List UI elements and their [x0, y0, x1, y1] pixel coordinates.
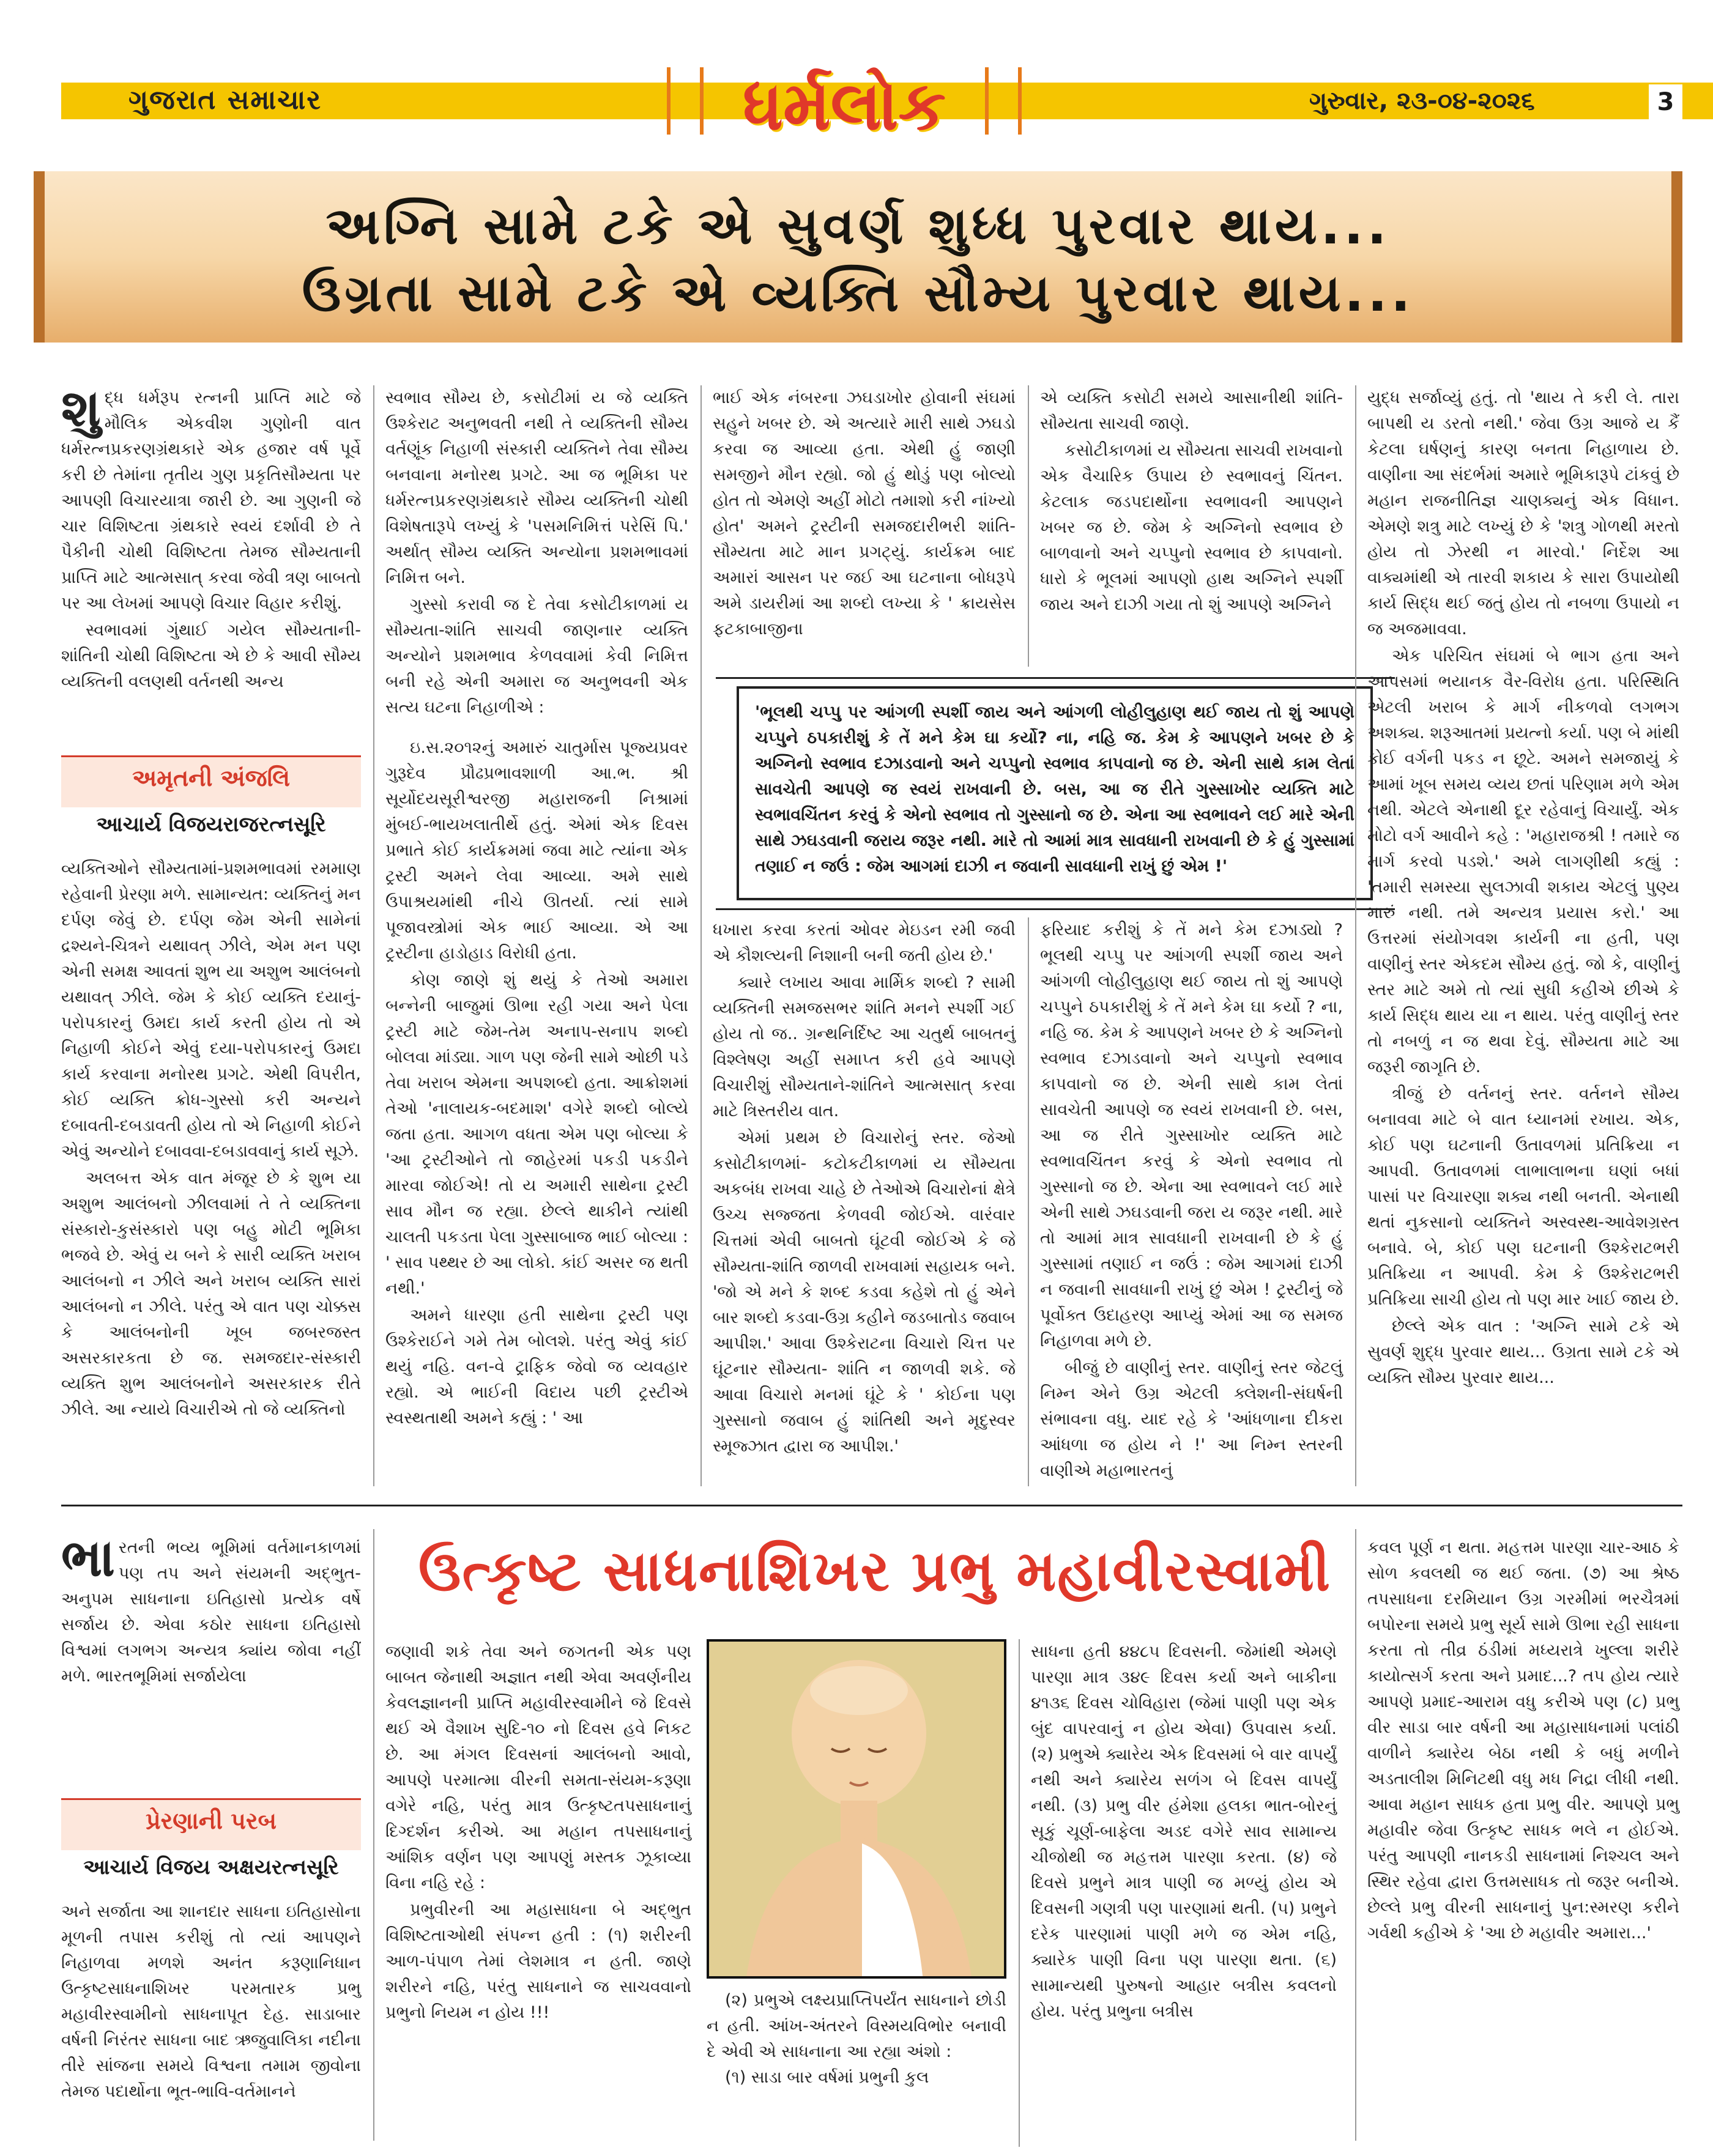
paragraph: (૨) પ્રભુએ લક્ષ્યપ્રાપ્તિપર્યંત સાધનાને છોડી ન હતી. આંખ-અંતરને વિસ્મયવિભોર બનાવી દે એવી એ સાધનાના આ રહ્યા અંશો :	[707, 1991, 1006, 2061]
headline-banner	[34, 171, 1682, 343]
dropcap: ભા	[61, 1528, 115, 1588]
dropcap: શુ	[61, 378, 101, 438]
author-name: આચાર્ય વિજય અક્ષયરત્નસૂરિ	[61, 1850, 361, 1884]
paragraph: ફરિયાદ કરીશું કે તેં મને કેમ દઝાડ્યો ? ભૂલથી ચપ્પુ પર આંગળી સ્પર્શી જાય અને આંગળી લોહીલુહાણ થઈ જાય તો શું આપણે ચપ્પુને ઠપકારીશું કે તેં મને કેમ ઘા કર્યો ? ના, નહિ જ. કેમ કે આપણને ખબર છે કે અગ્નિનો સ્વભાવ દઝાડવાનો અને ચપ્પુનો સ્વભાવ કાપવાનો જ છે. એની સાથે કામ લેતાં સાવચેતી આપણે જ સ્વયં રાખવાની છે. બસ, આ જ રીતે ગુસ્સાખોર વ્યક્તિ માટે સ્વભાવચિંતન કરવું કે એનો સ્વભાવ તો ગુસ્સાનો જ છે. એના આ સ્વભાવને લઈ મારે એની સાથે ઝઘડવાની જરા ય જરૂર નથી. મારે તો આમાં માત્ર સાવધાની રાખવાની છે કે હું ગુસ્સામાં તણાઈ ન જઉં : જેમ આગમાં દાઝી ન જવાની સાવધાની રાખું છું એમ ! ટ્રસ્ટીનું જે પૂર્વોક્ત ઉદાહરણ આપ્યું એમાં આ જ સમજ નિહાળવા મળે છે.	[1040, 921, 1343, 1350]
paragraph: રતની ભવ્ય ભૂમિમાં વર્તમાનકાળમાં પણ તપ અને સંયમની અદ્ભુત-અનુપમ સાધનાના ઇતિહાસો પ્રત્યેક વર્ષે સર્જાય છે. એવા કઠોર સાધના ઇતિહાસો વિશ્વમાં લગભગ અન્યત્ર ક્યાંય જોવા નહીં મળે. ભારતભૂમિમાં સર્જાયેલા	[61, 1538, 361, 1686]
headline-line-1: અગ્નિ સામે ટકે એ સુવર્ણ શુધ્ધ પુરવાર થાય...	[325, 196, 1391, 256]
article1-col5	[1367, 385, 1679, 1486]
article1-col2	[385, 385, 688, 1486]
issue-date: ગુરુવાર, ૨૩-૦૪-૨૦૨૬	[1309, 87, 1535, 115]
article1-col4-top	[1040, 385, 1343, 667]
paragraph: અને સર્જાતા આ શાનદાર સાધના ઇતિહાસોના મૂળની તપાસ કરીશું તો ત્યાં આપણને નિહાળવા મળશે અનંત કરૂણાનિધાન ઉત્કૃષ્ટસાધનાશિખર પરમતારક પ્રભુ મહાવીરસ્વામીનો સાધનાપૂત દેહ. સાડાબાર વર્ષની નિરંતર સાધના બાદ ઋજુવાલિકા નદીના તીરે સાંજના સમયે વિશ્વના તમામ જીવોના તેમજ પદાર્થોના ભૂત-ભાવિ-વર્તમાનને	[61, 1902, 361, 2101]
author-box-article1	[61, 755, 361, 841]
paragraph: યુદ્ધ સર્જાવ્યું હતું. તો 'થાય તે કરી લે. તારા બાપથી ય ડરતો નથી.' જેવા ઉગ્ર આજે ય કૈં કેટલા ઘર્ષણનું કારણ બનતા નિહાળાય છે. વાણીના આ સંદર્ભમાં અમારે ભૂમિકારૂપે ટાંકવું છે મહાન રાજનીતિજ્ઞ ચાણક્યનું એક વિધાન. એમણે શત્રુ માટે લખ્યું છે કે 'શત્રુ ગોળથી મરતો હોય તો ઝેરથી ન મારવો.' નિર્દેશ આ વાક્યમાંથી એ તારવી શકાય કે સારા ઉપાયોથી કાર્ય સિદ્ધ થઈ જતું હોય તો નબળા ઉપાયો ન જ અજમાવવા.	[1367, 388, 1679, 639]
photo-caption	[707, 1988, 1006, 2091]
paragraph: કવલ પૂર્ણ ન થતા. મહત્તમ પારણા ચાર-આઠ કે સોળ કવલથી જ થઈ જતા. (૭) આ શ્રેષ્ઠ તપસાધના દરમિયાન ઉગ્ર ગરમીમાં ભરચૈત્રમાં બપોરના સમયે પ્રભુ સૂર્ય સામે ઊભા રહી સાધના કરતા તો તીવ્ર ઠંડીમાં મધ્યરાત્રે ખુલ્લા શરીરે કાયોત્સર્ગ કરતા અને પ્રમાદ...? તપ હોય ત્યારે આપણે પ્રમાદ-આરામ વધુ કરીએ પણ (૮) પ્રભુ વીર સાડા બાર વર્ષની આ મહાસાધનામાં પલાંઠી વાળીને ક્યારેય બેઠા નથી કે બધું મળીને અડતાલીશ મિનિટથી વધુ મધ નિદ્રા લીધી નથી. આવા મહાન સાધક હતા પ્રભુ વીર. આપણે પ્રભુ મહાવીર જેવા ઉત્કૃષ્ટ સાધક ભલે ન હોઈએ. પરંતુ આપણી નાનકડી સાધનામાં નિશ્ચલ અને સ્થિર રહેવા દ્વારા ઉત્તમસાધક તો જરૂર બનીએ. છેલ્લે પ્રભુ વીરની સાધનાનું પુન:સ્મરણ કરીને ગર્વથી કહીએ કે 'આ છે મહાવીર અમારા...'	[1367, 1538, 1679, 1943]
column-rule	[1028, 385, 1029, 667]
article1-col1-top	[61, 378, 361, 746]
page-number: 3	[1649, 84, 1682, 120]
paragraph: વ્યક્તિઓને સૌમ્યતામાં-પ્રશમભાવમાં રમમાણ રહેવાની પ્રેરણા મળે. સામાન્યત: વ્યક્તિનું મન દર્પણ જેવું છે. દર્પણ જેમ એની સામેનાં દ્રશ્યને-ચિત્રને યથાવત્ ઝીલે, એમ મન પણ એની સમક્ષ આવતાં શુભ યા અશુભ આલંબનો યથાવત્ ઝીલે. જેમ કે કોઈ વ્યક્તિ દયાનું- પરોપકારનું ઉમદા કાર્ય કરતી હોય તો એ નિહાળી કોઈને એવું દયા-પરોપકારનું ઉમદા કાર્ય કરવાના મનોરથ પ્રગટે. એથી વિપરીત, કોઈ વ્યક્તિ ક્રોધ-ગુસ્સો કરી અન્યને દબાવતી-દબડાવતી હોય તો એ નિહાળી કોઈને એવું અન્યોને દબાવવા-દબડાવવાનું કાર્ય સૂઝે.	[61, 859, 361, 1161]
paragraph: છેલ્લે એક વાત : 'અગ્નિ સામે ટકે એ સુવર્ણ શુદ્ધ પુરવાર થાય... ઉગ્રતા સામે ટકે એ વ્યક્તિ સૌમ્ય પુરવાર થાય...	[1367, 1317, 1679, 1387]
section-logo-text: ધર્મલોક	[743, 65, 946, 145]
headline-line-2: ઉગ્રતા સામે ટકે એ વ્યક્તિ સૌમ્ય પુરવાર થાય...	[302, 263, 1414, 323]
logo-ornament-right	[985, 67, 1022, 135]
article1-col1-bottom	[61, 856, 361, 1480]
article-divider	[61, 1505, 1682, 1506]
paragraph: પ્રભુવીરની આ મહાસાધના બે અદ્ભુત વિશિષ્ટતાઓથી સંપન્ન હતી : (૧) શરીરની આળ-પંપાળ તેમાં લેશમાત્ર ન હતી. જાણે શરીરને નહિ, પરંતુ સાધનાને જ સાચવવાનો પ્રભુનો નિયમ ન હોય !!!	[385, 1900, 691, 2022]
article1-col3-bottom	[713, 917, 1016, 1486]
paragraph: ઇ.સ.૨૦૧૨નું અમારું ચાતુર્માસ પૂજ્યપ્રવર ગુરૂદેવ પ્રૌઢપ્રભાવશાળી આ.ભ. શ્રી સૂર્યોદયસૂરીશ્વરજી મહારાજની નિશ્રામાં મુંબઈ-ભાયખલાતીર્થે હતું. એમાં એક દિવસ પ્રભાતે કોઈ કાર્યક્રમમાં જવા માટે ત્યાંના એક ટ્રસ્ટી અમને લેવા આવ્યા. અમે સાથે ઉપાશ્રયમાંથી નીચે ઊતર્યા. ત્યાં સામે પૂજાવસ્ત્રોમાં એક ભાઈ આવ્યા. એ આ ટ્રસ્ટીના હાડોહાડ વિરોધી હતા.	[385, 738, 688, 963]
column-rule	[1028, 917, 1029, 1486]
article2-col1-top	[61, 1528, 361, 1792]
section-logo	[710, 54, 979, 158]
paragraph: અલબત્ત એક વાત મંજૂર છે કે શુભ યા અશુભ આલંબનો ઝીલવામાં તે તે વ્યક્તિના સંસ્કારો-કુસંસ્કારો પણ બહુ મોટી ભૂમિકા ભજવે છે. એવું ય બને કે સારી વ્યક્તિ ખરાબ આલંબનો ન ઝીલે અને ખરાબ વ્યક્તિ સારાં આલંબનો ન ઝીલે. પરંતુ એ વાત પણ ચોક્કસ કે આલંબનોની ખૂબ જબરજસ્ત અસરકારકતા છે જ. સમજદાર-સંસ્કારી વ્યક્તિ શુભ આલંબનોને અસરકારક રીતે ઝીલે. આ ન્યાયે વિચારીએ તો જે વ્યક્તિનો	[61, 1169, 361, 1419]
paragraph: એ વ્યક્તિ કસોટી સમયે આસાનીથી શાંતિ-સૌમ્યતા સાચવી જાણે.	[1040, 388, 1343, 433]
mahavir-illustration	[707, 1639, 1006, 1979]
paragraph: (૧) સાડા બાર વર્ષમાં પ્રભુની કુલ	[725, 2068, 929, 2087]
paragraph: સાધના હતી ૪૪૮૫ દિવસની. જેમાંથી એમણે પારણા માત્ર ૩૪૯ દિવસ કર્યા અને બાકીના ૪૧૩૬ દિવસ ચોવિહારા (જેમાં પાણી પણ એક બુંદ વાપરવાનું ન હોય એવા) ઉપવાસ કર્યા. (૨) પ્રભુએ ક્યારેય એક દિવસમાં બે વાર વાપર્યું નથી અને ક્યારેય સળંગ બે દિવસ વાપર્યું નથી. (૩) પ્રભુ વીર હંમેશા હલકા ભાત-બોરનું સૂકું ચૂર્ણ-બાફેલા અડદ વગેરે સાવ સામાન્ય ચીજોથી જ મહત્તમ પારણા કરતા. (૪) જે દિવસે પ્રભુને માત્ર પાણી જ મળ્યું હોય એ દિવસની ગણત્રી પણ પારણામાં થતી. (૫) પ્રભુને દરેક પારણામાં પાણી મળે જ એમ નહિ, ક્યારેક પાણી વિના પણ પારણા થતા. (૬) સામાન્યથી પુરુષનો આહાર બત્રીસ કવલનો હોય. પરંતુ પ્રભુના બત્રીસ	[1031, 1642, 1337, 2021]
author-box-article2	[61, 1798, 361, 1884]
article2-col4	[1031, 1639, 1337, 2147]
paragraph: કોણ જાણે શું થયું કે તેઓ અમારા બન્નેની બાજુમાં ઊભા રહી ગયા અને પેલા ટ્રસ્ટી માટે જેમ-તેમ અનાપ-સનાપ શબ્દો બોલવા માંડ્યા. ગાળ પણ જેની સામે ઓછી પડે તેવા ખરાબ એમના અપશબ્દો હતા. આક્રોશમાં તેઓ 'નાલાયક-બદમાશ' વગેરે શબ્દો બોલ્યે જતા હતા. આગળ વધતા એમ પણ બોલ્યા કે 'આ ટ્રસ્ટીઓને તો જાહેરમાં પકડી પકડીને મારવા જોઈએ! તો ય અમારી સાથેના ટ્રસ્ટી સાવ મૌન જ રહ્યા. છેલ્લે થાકીને ત્યાંથી ચાલતી પકડતા પેલા ગુસ્સાબાજ ભાઈ બોલ્યા : ' સાવ પથ્થર છે આ લોકો. કાંઈ અસર જ થતી નથી.'	[385, 971, 688, 1298]
paragraph: ધખારા કરવા કરતાં ઓવર મેઇડન રમી જવી એ કૌશલ્યની નિશાની બની જતી હોય છે.'	[713, 921, 1016, 965]
article2-col5	[1367, 1535, 1679, 2147]
paragraph: સ્વભાવમાં ગુંથાઈ ગયેલ સૌમ્યતાની- શાંતિની ચોથી વિશિષ્ટતા એ છે કે આવી સૌમ્ય વ્યક્તિની વલણથી વર્તનથી અન્ય	[61, 621, 361, 691]
column-title: અમૃતની અંજલિ	[132, 765, 290, 791]
paragraph: દ્ધ ધર્મરૂપ રત્નની પ્રાપ્તિ માટે જે મૌલિક એકવીશ ગુણોની વાત ધર્મરત્નપ્રકરણગ્રંથકારે એક હજાર વર્ષ પૂર્વે કરી છે તેમાંના તૃતીય ગુણ પ્રકૃતિસૌમ્યતા પર આપણી વિચારયાત્રા જારી છે. આ ગુણની જે ચાર વિશિષ્ટતા ગ્રંથકારે સ્વયં દર્શાવી છે તે પૈકીની ચોથી વિશિષ્ટતા તેમજ સૌમ્યતાની પ્રાપ્તિ માટે આત્મસાત્ કરવા જેવી ત્રણ બાબતો પર આ લેખમાં આપણે વિચાર વિહાર કરીશું.	[61, 388, 361, 613]
paragraph: જણાવી શકે તેવા અને જગતની એક પણ બાબત જેનાથી અજ્ઞાત નથી એવા અવર્ણનીય કેવલજ્ઞાનની પ્રાપ્તિ મહાવીરસ્વામીને જે દિવસે થઈ એ વૈશાખ સુદિ-૧૦ નો દિવસ હવે નિકટ છે. આ મંગલ દિવસનાં આલંબનો આવો, આપણે પરમાત્મા વીરની સમતા-સંયમ-કરૂણા વગેરે નહિ, પરંતુ માત્ર ઉત્કૃષ્ટતપસાધનાનું દિગ્દર્શન કરીએ. આ મહાન તપસાધનાનું આંશિક વર્ણન પણ આપણું મસ્તક ઝૂકાવ્યા વિના નહિ રહે :	[385, 1642, 691, 1892]
article1-col4-bottom	[1040, 917, 1343, 1486]
column-rule	[1019, 1639, 1020, 2147]
column-rule	[373, 385, 374, 1486]
quote-rule-top	[716, 677, 1395, 679]
paragraph: કસોટીકાળમાં ય સૌમ્યતા સાચવી રાખવાનો એક વૈચારિક ઉપાય છે સ્વભાવનું ચિંતન. કેટલાક જડપદાર્થોના સ્વભાવની આપણને ખબર જ છે. જેમ કે અગ્નિનો સ્વભાવ છે બાળવાનો અને ચપ્પુનો સ્વભાવ છે કાપવાનો. ધારો કે ભૂલમાં આપણો હાથ અગ્નિને સ્પર્શી જાય અને દાઝી ગયા તો શું આપણે અગ્નિને	[1040, 441, 1343, 614]
column-rule	[700, 385, 702, 1486]
paragraph: ભાઈ એક નંબરના ઝઘડાખોર હોવાની સંઘમાં સહુને ખબર છે. એ અત્યારે મારી સાથે ઝઘડો કરવા જ આવ્યા હતા. એથી હું જાણી સમજીને મૌન રહ્યો. જો હું થોડું પણ બોલ્યો હોત તો એમણે અહીં મોટો તમાશો કરી નાંખ્યો હોત' અમને ટ્રસ્ટીની સમજદારીભરી શાંતિ-સૌમ્યતા માટે માન પ્રગટ્યું. કાર્યક્રમ બાદ અમારાં આસન પર જઈ આ ઘટનાના બોધરૂપે અમે ડાયરીમાં આ શબ્દો લખ્યા કે ' ક્રાયસેસ ફટકાબાજીના	[713, 388, 1016, 639]
column-title: પ્રેરણાની પરબ	[146, 1807, 277, 1834]
paragraph: સ્વભાવ સૌમ્ય છે, કસોટીમાં ય જે વ્યક્તિ ઉશ્કેરાટ અનુભવતી નથી તે વ્યક્તિની સૌમ્ય વર્તણૂંક નિહાળી સંસ્કારી વ્યક્તિને તેવા સૌમ્ય બનવાના મનોરથ પ્રગટે. આ જ ભૂમિકા પર ધર્મરત્નપ્રકરણગ્રંથકારે સૌમ્ય વ્યક્તિની ચોથી વિશેષતારૂપે લખ્યું કે 'પસમનિમિત્તં પરેસિં પિ.' અર્થાત્ સૌમ્ય વ્યક્તિ અન્યોના પ્રશમભાવમાં નિમિત્ત બને.	[385, 388, 688, 587]
article1-col3-top	[713, 385, 1016, 667]
paragraph: બીજું છે વાણીનું સ્તર. વાણીનું સ્તર જેટલું નિમ્ન એને ઉગ્ર એટલી ક્લેશની-સંઘર્ષની સંભાવના વધુ. યાદ રહે કે 'આંધળાના દીકરા આંધળા જ હોય ને !' આ નિમ્ન સ્તરની વાણીએ મહાભારતનું	[1040, 1358, 1343, 1480]
paragraph: ક્યારે લખાય આવા માર્મિક શબ્દો ? સામી વ્યક્તિની સમજસભર શાંતિ મનને સ્પર્શી ગઈ હોય તો જ.. ગ્રન્થનિર્દિષ્ટ આ ચતુર્થ બાબતનું વિશ્લેષણ અહીં સમાપ્ત કરી હવે આપણે વિચારીશું સૌમ્યતાને-શાંતિને આત્મસાત્ કરવા માટે ત્રિસ્તરીય વાત.	[713, 973, 1016, 1121]
article2-col2	[385, 1639, 691, 2147]
paragraph: અમને ધારણા હતી સાથેના ટ્રસ્ટી પણ ઉશ્કેરાઈને ગમે તેમ બોલશે. પરંતુ એવું કાંઈ થયું નહિ. વન-વે ટ્રાફિક જેવો જ વ્યવહાર રહ્યો. એ ભાઈની વિદાય પછી ટ્રસ્ટીએ સ્વસ્થતાથી અમને કહ્યું : ' આ	[385, 1306, 688, 1428]
article2-headline: ઉત્કૃષ્ટ સાધનાશિખર પ્રભુ મહાવીરસ્વામી	[418, 1538, 1332, 1604]
article2-col1-bottom	[61, 1899, 361, 2144]
paragraph: એક પરિચિત સંઘમાં બે ભાગ હતા અને આપસમાં ભયાનક વૈર-વિરોધ હતા. પરિસ્થિતિ એટલી ખરાબ કે માર્ગ નીકળવો લગભગ અશક્ય. શરૂઆતમાં પ્રયત્નો કર્યા. પણ બે માંથી કોઈ વર્ગની પકડ ન છૂટે. અમને સમજાયું કે આમાં ખૂબ સમય વ્યય છતાં પરિણામ મળે એમ નથી. એટલે એનાથી દૂર રહેવાનું વિચાર્યું. એક મોટો વર્ગ આવીને કહે : 'મહારાજશ્રી ! તમારે જ માર્ગ કરવો પડશે.' અમે લાગણીથી કહ્યું : 'તમારી સમસ્યા સુલઝાવી શકાય એટલું પુણ્ય મારું નથી. તમે અન્યત્ર પ્રયાસ કરો.' આ ઉત્તરમાં સંયોગવશ કાર્યની ના હતી, પણ વાણીનું સ્તર એકદમ સૌમ્ય હતું. જો કે, વાણીનું સ્તર માટે અમે તો ત્યાં સુધી કહીએ છીએ કે કાર્ય સિદ્ધ થાય યા ન થાય. પરંતુ વાણીનું સ્તર તો નબળું ન જ થવા દેવું. સૌમ્યતા માટે આ જરૂરી જાગૃતિ છે.	[1367, 646, 1679, 1076]
mahavir-figure-icon	[709, 1642, 1006, 1979]
logo-ornament-left	[667, 67, 704, 135]
quote-rule-bottom	[716, 908, 1395, 910]
column-rule	[1355, 385, 1356, 1486]
column-rule	[373, 1529, 374, 2141]
pull-quote: 'ભૂલથી ચપ્પુ પર આંગળી સ્પર્શી જાય અને આંગળી લોહીલુહાણ થઈ જાય તો શું આપણે ચપ્પુને ઠપકારીશું કે તેં મને કેમ ઘા કર્યો? ના, નહિ જ. કેમ કે આપણને ખબર છે કે અગ્નિનો સ્વભાવ દઝાડવાનો અને ચપ્પુનો સ્વભાવ કાપવાનો જ છે. એની સાથે કામ લેતાં સાવચેતી આપણે જ સ્વયં રાખવાની છે. બસ, આ જ રીતે ગુસ્સાખોર વ્યક્તિ માટે સ્વભાવચિંતન કરવું કે એનો સ્વભાવ તો ગુસ્સાનો જ છે. એના આ સ્વભાવને લઈ મારે એની સાથે ઝઘડવાની જરાય જરૂર નથી. મારે તો આમાં માત્ર સાવધાની રાખવાની છે કે હું ગુસ્સામાં તણાઈ ન જઉં : જેમ આગમાં દાઝી ન જવાની સાવધાની રાખું છું એમ !'	[737, 686, 1373, 900]
column-rule	[1355, 1529, 1356, 2141]
paragraph: ત્રીજું છે વર્તનનું સ્તર. વર્તનને સૌમ્ય બનાવવા માટે બે વાત ધ્યાનમાં રખાય. એક, કોઈ પણ ઘટનાની ઉતાવળમાં પ્રતિક્રિયા ન આપવી. ઉતાવળમાં લાભાલાભના ઘણાં બધાં પાસાં પર વિચારણા શક્ય નથી બનતી. એનાથી થતાં નુકસાનો વ્યક્તિને અસ્વસ્થ-આવેશગ્રસ્ત બનાવે. બે, કોઈ પણ ઘટનાની ઉશ્કેરાટભરી પ્રતિક્રિયા ન આપવી. કેમ કે ઉશ્કેરાટભરી પ્રતિક્રિયા સાચી હોય તો પણ માર ખાઈ જાય છે.	[1367, 1084, 1679, 1309]
newspaper-name: ગુજરાત સમાચાર	[128, 84, 322, 116]
author-name: આચાર્ય વિજયરાજરત્નસૂરિ	[61, 807, 361, 842]
paragraph: ગુસ્સો કરાવી જ દે તેવા કસોટીકાળમાં ય સૌમ્યતા-શાંતિ સાચવી જાણનાર વ્યક્તિ અન્યોને પ્રશમભાવ કેળવવામાં કેવી નિમિત્ત બની રહે એની અમારા જ અનુભવની એક સત્ય ઘટના નિહાળીએ :	[385, 595, 688, 717]
paragraph: એમાં પ્રથમ છે વિચારોનું સ્તર. જેઓ કસોટીકાળમાં- કટોકટીકાળમાં ય સૌમ્યતા અકબંધ રાખવા ચાહે છે તેઓએ વિચારોનાં ક્ષેત્રે ઉચ્ચ સજ્જતા કેળવવી જોઈએ. વારંવાર ચિત્તમાં એવી બાબતો ઘૂંટવી જોઈએ કે જે સૌમ્યતા-શાંતિ જાળવી રાખવામાં સહાયક બને. 'જો એ મને કે શબ્દ કડવા કહેશે તો હું એને બાર શબ્દો કડવા-ઉગ્ર કહીને જડબાતોડ જવાબ આપીશ.' આવા ઉશ્કેરાટના વિચારો ચિત્ત પર ઘૂંટનાર સૌમ્યતા- શાંતિ ન જાળવી શકે. જે આવા વિચારો મનમાં ઘૂંટે કે ' કોઈના પણ ગુસ્સાનો જવાબ હું શાંતિથી અને મૃદુસ્વર સ્મૂજ્ઝાત દ્વારા જ આપીશ.'	[713, 1128, 1016, 1456]
